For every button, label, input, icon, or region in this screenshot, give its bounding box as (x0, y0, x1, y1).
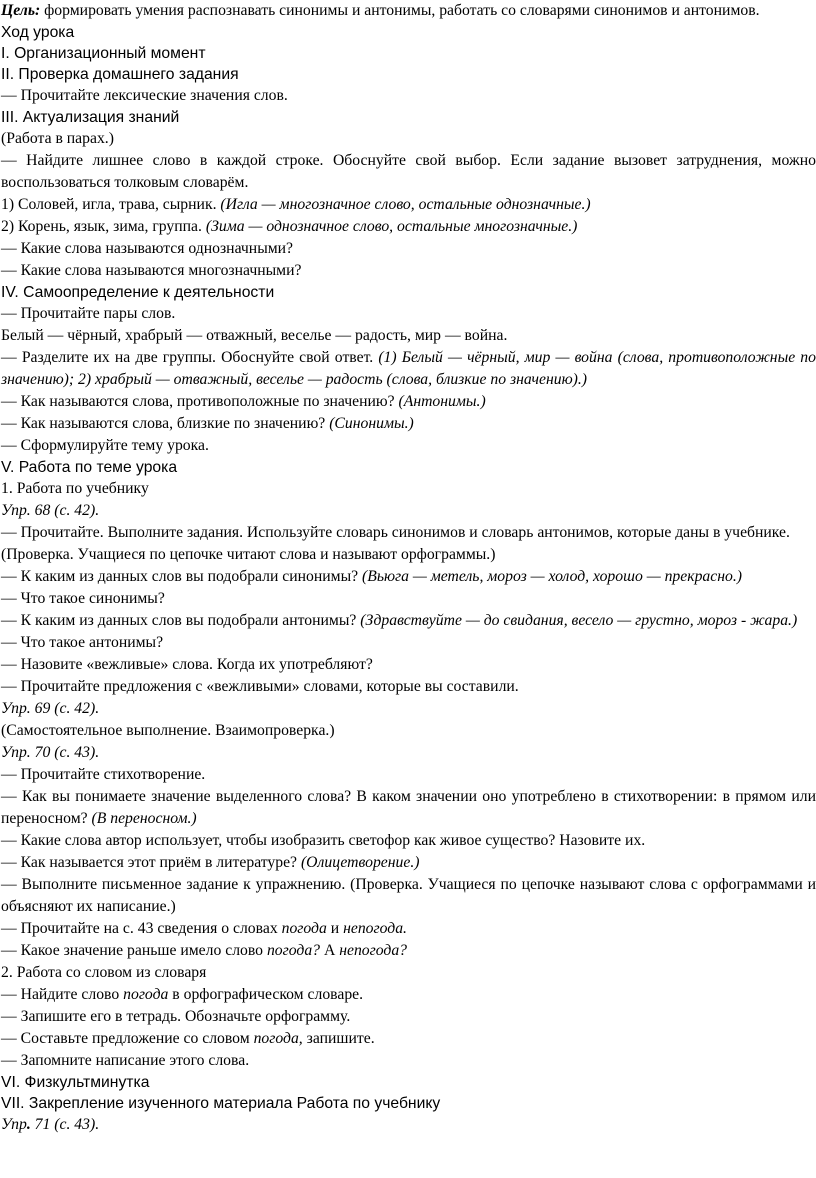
word-pogoda: погода, (253, 1030, 303, 1047)
antonyms-chosen-question (1, 610, 816, 632)
homework-question: — Прочитайте лексические значения слов. (1, 87, 288, 104)
section-heading-7: VII. Закрепление изученного материала Работа по учебнику (1, 1095, 441, 1112)
pair-work-note: (Работа в парах.) (1, 130, 114, 147)
text-part: в орфографическом словаре. (168, 986, 364, 1003)
exercise-70: Упр. 70 (с. 43). (1, 744, 100, 761)
word-pogoda: погода? (266, 942, 321, 959)
section-heading-4: IV. Самоопределение к деятельности (1, 284, 275, 301)
read-poem-question: — Прочитайте стихотворение. (1, 766, 206, 783)
section-heading-6: VI. Физкультминутка (1, 1074, 150, 1091)
section-heading-1: I. Организационный момент (1, 45, 206, 62)
subsection-textbook: 1. Работа по учебнику (1, 480, 149, 497)
goal-label: Цель: (1, 2, 41, 19)
what-are-synonyms: — Что такое синонимы? (1, 590, 165, 607)
odd-word-row-1 (1, 194, 816, 216)
old-meaning-question (1, 940, 816, 962)
question-answer: (Антонимы.) (398, 393, 486, 410)
question-multi-meaning: — Какие слова называются многозначными? (1, 262, 302, 279)
text-part: — Прочитайте на с. 43 сведения о словах (1, 920, 282, 937)
text-part: 71 (с. 43). (30, 1116, 100, 1133)
text-part: — Найдите слово (1, 986, 124, 1003)
question-text: — Как вы понимаете значение выделенного слова? В каком значении оно употреблено в стихотворении: в прямом или переносном? (1, 788, 816, 827)
lesson-goal (1, 0, 816, 22)
row-answer: (Зима — однозначное слово, остальные многозначные.) (205, 218, 578, 235)
exercise-71 (1, 1114, 816, 1136)
section-heading-5: V. Работа по теме урока (1, 459, 178, 476)
polite-sentences-question: — Прочитайте предложения с «вежливыми» словами, которые вы составили. (1, 678, 519, 695)
text-part: — Составьте предложение со словом (1, 1030, 254, 1047)
question-answer: (Вьюга — метель, мороз — холод, хорошо — прекрасно.) (362, 568, 742, 585)
word-pogoda: погода (123, 986, 169, 1003)
section-heading-2: II. Проверка домашнего задания (1, 66, 239, 83)
exercise-69: Упр. 69 (с. 42). (1, 700, 100, 717)
question-text: — К каким из данных слов вы подобрали синонимы? (1, 568, 363, 585)
read-and-do-question: — Прочитайте. Выполните задания. Используйте словарь синонимов и словарь антонимов, которые даны в учебнике. (1, 524, 790, 541)
question-answer: (В переносном.) (91, 810, 197, 827)
section-heading-3: III. Актуализация знаний (1, 109, 180, 126)
goal-text: формировать умения распознавать синонимы и антонимы, работать со словарями синонимов и антонимов. (40, 2, 760, 19)
written-task: — Выполните письменное задание к упражнению. (Проверка. Учащиеся по цепочке называют слова с орфограммами и объясняют их написание.) (1, 876, 816, 915)
remember-spelling: — Запомните написание этого слова. (1, 1052, 250, 1069)
text-part: А (320, 942, 340, 959)
row-answer: (Игла — многозначное слово, остальные однозначные.) (220, 196, 591, 213)
synonyms-question (1, 413, 816, 435)
odd-word-task: — Найдите лишнее слово в каждой строке. Обоснуйте свой выбор. Если задание вызовет затруднения, можно воспользоваться толковым словарём. (1, 152, 816, 191)
question-text: — К каким из данных слов вы подобрали антонимы? (1, 612, 361, 629)
question-text: — Как называется этот приём в литературе? (1, 854, 301, 871)
question-answer: (Олицетворение.) (300, 854, 420, 871)
odd-word-row-2 (1, 216, 816, 238)
word-meaning-question (1, 786, 816, 830)
row-text: 2) Корень, язык, зима, группа. (1, 218, 206, 235)
question-single-meaning: — Какие слова называются однозначными? (1, 240, 294, 257)
word-nepogoda: непогода? (339, 942, 408, 959)
synonyms-chosen-question (1, 566, 816, 588)
text-part: и (326, 920, 344, 937)
question-text: — Разделите их на две группы. Обоснуйте свой ответ. (1, 349, 379, 366)
literary-device-question (1, 852, 816, 874)
text-part: Упр (1, 1116, 27, 1133)
text-part: запишите. (302, 1030, 375, 1047)
make-sentence-question (1, 1028, 816, 1050)
question-text: — Как называются слова, противоположные по значению? (1, 393, 399, 410)
question-answer: (1) Белый — чёрный, мир — война (слова, противоположные по значению); 2) храбрый — отважный, веселье — радость (слова, близкие по значению).) (1, 349, 816, 388)
question-answer: (Здравствуйте — до свидания, весело — грустно, мороз - жара.) (360, 612, 798, 629)
antonyms-question (1, 391, 816, 413)
write-word-question: — Запишите его в тетрадь. Обозначьте орфограмму. (1, 1008, 351, 1025)
read-pairs-question: — Прочитайте пары слов. (1, 305, 176, 322)
traffic-light-question: — Какие слова автор использует, чтобы изобразить светофор как живое существо? Назовите их. (1, 832, 646, 849)
text-part: — Какое значение раньше имело слово (1, 942, 267, 959)
question-answer: (Синонимы.) (329, 415, 414, 432)
polite-words-question: — Назовите «вежливые» слова. Когда их употребляют? (1, 656, 373, 673)
text-part: . (26, 1116, 31, 1133)
what-are-antonyms: — Что такое антонимы? (1, 634, 164, 651)
word-nepogoda: непогода. (343, 920, 407, 937)
check-note: (Проверка. Учащиеся по цепочке читают слова и называют орфограммы.) (1, 546, 496, 563)
self-work-note: (Самостоятельное выполнение. Взаимопроверка.) (1, 722, 335, 739)
read-info-question (1, 918, 816, 940)
lesson-course-heading: Ход урока (1, 24, 75, 41)
exercise-68: Упр. 68 (с. 42). (1, 502, 100, 519)
word-pairs: Белый — чёрный, храбрый — отважный, веселье — радость, мир — война. (1, 327, 508, 344)
split-groups-question (1, 347, 816, 391)
question-text: — Как называются слова, близкие по значению? (1, 415, 330, 432)
lesson-topic-question: — Сформулируйте тему урока. (1, 437, 209, 454)
subsection-dictionary: 2. Работа со словом из словаря (1, 964, 207, 981)
word-pogoda: погода (281, 920, 327, 937)
row-text: 1) Соловей, игла, трава, сырник. (1, 196, 221, 213)
find-word-question (1, 984, 816, 1006)
